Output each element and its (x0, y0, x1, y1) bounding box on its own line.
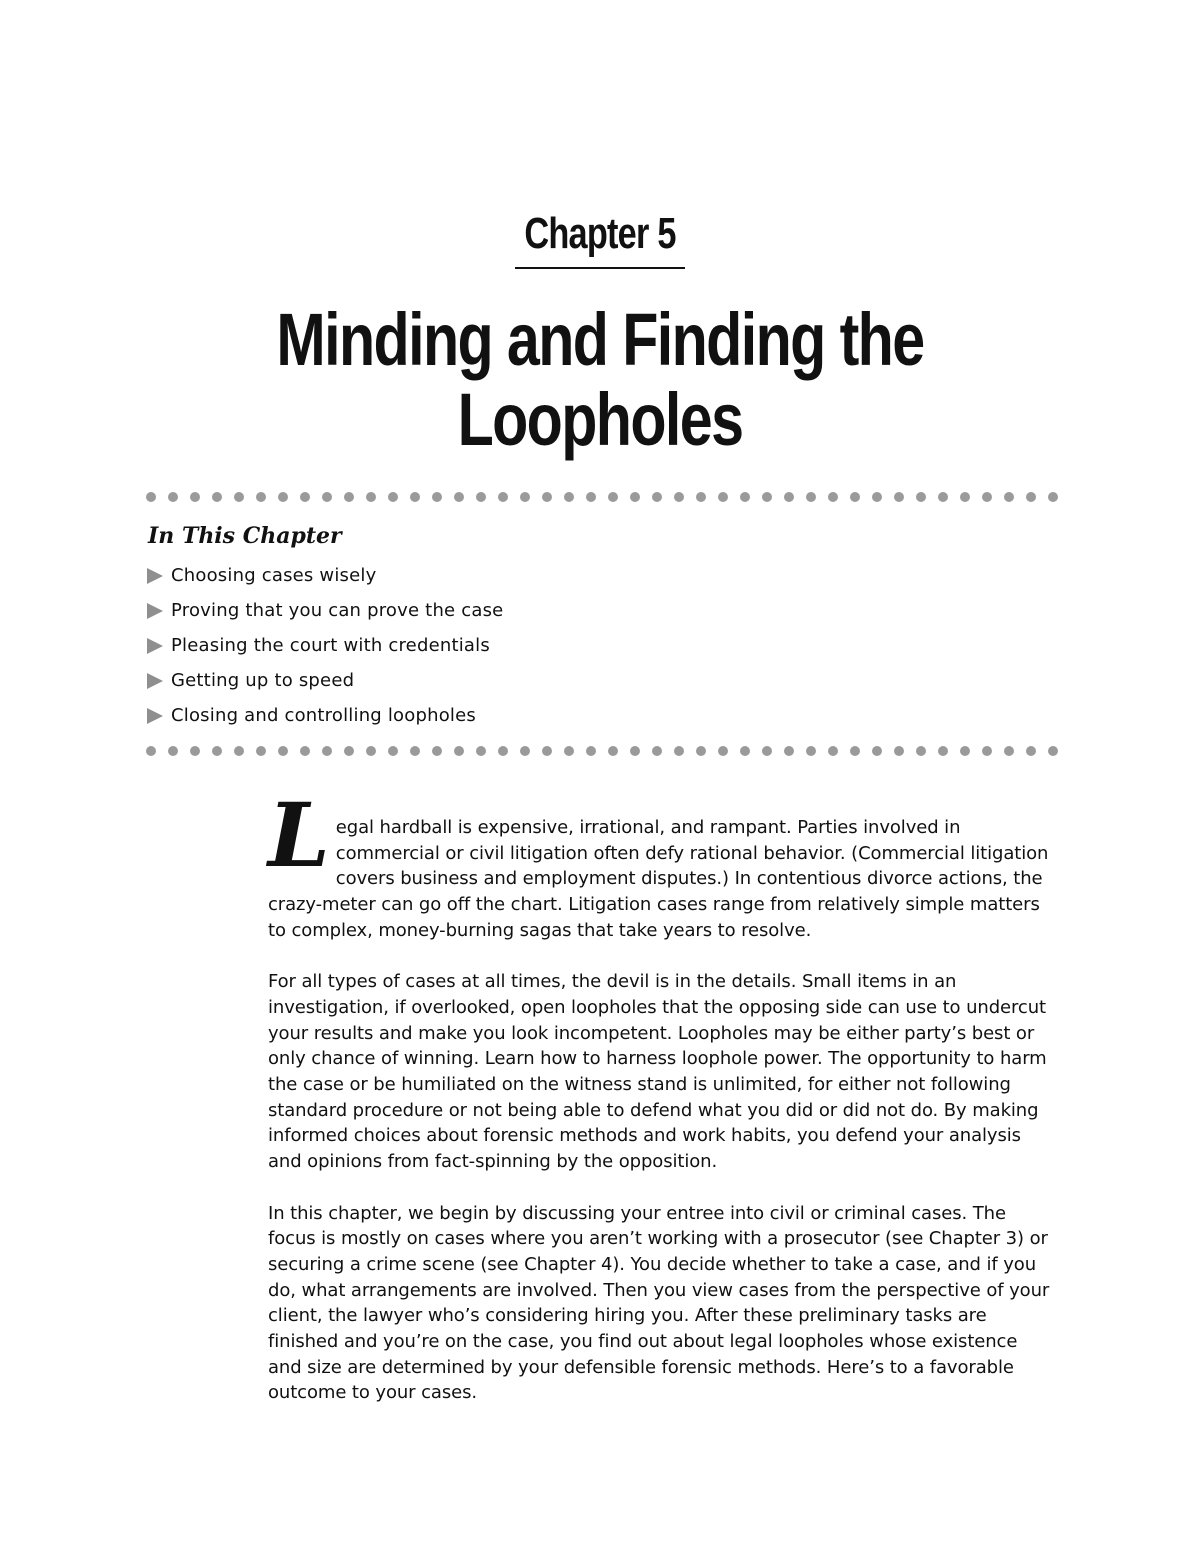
divider-dot (960, 746, 970, 756)
list-item-text: Closing and controlling loopholes (171, 705, 476, 726)
drop-cap: L (268, 783, 330, 887)
chapter-title (120, 300, 1080, 460)
divider-dot (542, 492, 552, 502)
in-this-chapter-heading: In This Chapter (148, 523, 342, 549)
list-item-text: Pleasing the court with credentials (171, 635, 490, 656)
divider-dot (542, 746, 552, 756)
chapter-title-line-1: Minding and Finding the (276, 298, 924, 381)
paragraph-2: For all types of cases at all times, the devil is in the details. Small items in an investigation, if overlooked, open loopholes that the opposing side can use to undercut your results and make you look incompetent. Loopholes may be either party’s best or only chance of winning. Learn how to harness loophole power. The opportunity to harm the case or be humiliated on the witness stand is unlimited, for either not following standard procedure or not being able to defend what you did or did not do. By making informed choices about forensic methods and work habits, you defend your analysis and opinions from fact-spinning by the opposition. (268, 971, 1047, 1173)
dotted-divider-top (146, 491, 1058, 503)
divider-dot (894, 746, 904, 756)
divider-dot (740, 492, 750, 502)
list-item (147, 628, 503, 663)
triangle-bullet-icon (147, 568, 163, 584)
divider-dot (718, 492, 728, 502)
divider-dot (1026, 746, 1036, 756)
divider-dot (498, 492, 508, 502)
chapter-topics-list (147, 558, 503, 733)
divider-dot (322, 492, 332, 502)
list-item (147, 663, 503, 698)
divider-dot (850, 746, 860, 756)
divider-dot (630, 746, 640, 756)
divider-dot (476, 492, 486, 502)
divider-dot (674, 746, 684, 756)
divider-dot (938, 746, 948, 756)
divider-dot (1004, 492, 1014, 502)
divider-dot (278, 746, 288, 756)
divider-dot (256, 492, 266, 502)
divider-dot (256, 746, 266, 756)
divider-dot (146, 492, 156, 502)
divider-dot (916, 492, 926, 502)
triangle-bullet-icon (147, 603, 163, 619)
divider-dot (388, 746, 398, 756)
divider-dot (608, 746, 618, 756)
divider-dot (520, 746, 530, 756)
list-item (147, 698, 503, 733)
divider-dot (388, 492, 398, 502)
divider-dot (212, 746, 222, 756)
divider-dot (960, 492, 970, 502)
list-item-text: Getting up to speed (171, 670, 355, 691)
divider-dot (432, 492, 442, 502)
divider-dot (1048, 746, 1058, 756)
divider-dot (454, 746, 464, 756)
divider-dot (410, 746, 420, 756)
divider-dot (608, 492, 618, 502)
divider-dot (234, 492, 244, 502)
divider-dot (366, 492, 376, 502)
divider-dot (498, 746, 508, 756)
divider-dot (344, 492, 354, 502)
divider-dot (982, 492, 992, 502)
divider-dot (828, 492, 838, 502)
divider-dot (1004, 746, 1014, 756)
divider-dot (300, 492, 310, 502)
chapter-rule (515, 267, 685, 269)
divider-dot (432, 746, 442, 756)
list-item (147, 593, 503, 628)
body-text (268, 783, 1050, 1432)
divider-dot (872, 746, 882, 756)
paragraph-1-text: egal hardball is expensive, irrational, and rampant. Parties involved in commercial or civil litigation often defy rational behavior. (Commercial litigation covers business and employment disputes.) In contentious divorce actions, the crazy-meter can go off the chart. Litigation cases range from relatively simple matters to complex, money-burning sagas that take years to resolve. (268, 817, 1049, 941)
divider-dot (146, 746, 156, 756)
triangle-bullet-icon (147, 673, 163, 689)
divider-dot (564, 492, 574, 502)
divider-dot (718, 746, 728, 756)
divider-dot (806, 746, 816, 756)
divider-dot (366, 746, 376, 756)
divider-dot (300, 746, 310, 756)
triangle-bullet-icon (147, 638, 163, 654)
divider-dot (784, 492, 794, 502)
divider-dot (652, 746, 662, 756)
divider-dot (168, 746, 178, 756)
divider-dot (564, 746, 574, 756)
divider-dot (586, 746, 596, 756)
divider-dot (762, 746, 772, 756)
divider-dot (520, 492, 530, 502)
divider-dot (806, 492, 816, 502)
divider-dot (696, 492, 706, 502)
divider-dot (190, 492, 200, 502)
divider-dot (894, 492, 904, 502)
divider-dot (938, 492, 948, 502)
divider-dot (322, 746, 332, 756)
divider-dot (190, 746, 200, 756)
divider-dot (1026, 492, 1036, 502)
divider-dot (1048, 492, 1058, 502)
paragraph-3: In this chapter, we begin by discussing your entree into civil or criminal cases. The focus is mostly on cases where you aren’t working with a prosecutor (see Chapter 3) or securing a crime scene (see Chapter 4). You decide whether to take a case, and if you do, what arrangements are involved. Then you view cases from the perspective of your client, the lawyer who’s considering hiring you. After these preliminary tasks are finished and you’re on the case, you find out about legal loopholes whose existence and size are determined by your defensible forensic methods. Here’s to a favorable outcome to your cases. (268, 1202, 1050, 1404)
divider-dot (410, 492, 420, 502)
chapter-title-line-2: Loopholes (457, 378, 743, 461)
divider-dot (674, 492, 684, 502)
chapter-label: Chapter 5 (524, 209, 676, 258)
divider-dot (476, 746, 486, 756)
list-item-text: Proving that you can prove the case (171, 600, 504, 621)
paragraph-1 (268, 783, 1050, 944)
list-item-text: Choosing cases wisely (171, 565, 377, 586)
divider-dot (652, 492, 662, 502)
divider-dot (234, 746, 244, 756)
divider-dot (982, 746, 992, 756)
divider-dot (872, 492, 882, 502)
divider-dot (696, 746, 706, 756)
divider-dot (762, 492, 772, 502)
divider-dot (344, 746, 354, 756)
divider-dot (916, 746, 926, 756)
divider-dot (630, 492, 640, 502)
divider-dot (784, 746, 794, 756)
divider-dot (212, 492, 222, 502)
dotted-divider-bottom (146, 745, 1058, 757)
divider-dot (740, 746, 750, 756)
divider-dot (586, 492, 596, 502)
divider-dot (278, 492, 288, 502)
list-item (147, 558, 503, 593)
divider-dot (168, 492, 178, 502)
divider-dot (828, 746, 838, 756)
divider-dot (454, 492, 464, 502)
triangle-bullet-icon (147, 708, 163, 724)
divider-dot (850, 492, 860, 502)
